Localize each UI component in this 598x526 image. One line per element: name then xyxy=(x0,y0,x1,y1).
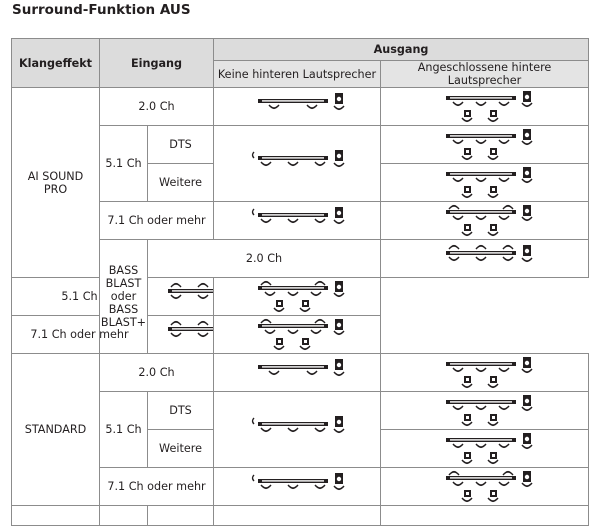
header-no-rear: Keine hinteren Lautsprecher xyxy=(214,61,381,88)
header-eingang: Eingang xyxy=(100,39,214,88)
input-2ch: 2.0 Ch xyxy=(148,240,381,278)
output-with-rear xyxy=(381,164,589,202)
output-with-rear xyxy=(214,316,381,354)
output-with-rear xyxy=(381,354,589,392)
speaker-setup-icon xyxy=(426,356,544,390)
input-dts: DTS xyxy=(148,392,214,430)
header-ausgang: Ausgang xyxy=(214,39,589,61)
speaker-setup-icon xyxy=(426,432,544,466)
speaker-setup-icon xyxy=(426,166,544,200)
speaker-setup-icon xyxy=(238,280,356,314)
group-bass-line1: BASS BLAST xyxy=(105,264,142,290)
output-no-rear xyxy=(148,316,214,354)
speaker-setup-icon xyxy=(238,413,356,447)
speaker-setup-icon xyxy=(238,204,356,238)
group-standard: STANDARD xyxy=(12,354,100,506)
speaker-setup-icon xyxy=(426,470,544,504)
speaker-setup-icon xyxy=(148,280,214,314)
speaker-setup-icon xyxy=(238,90,356,124)
speaker-setup-icon xyxy=(426,128,544,162)
output-with-rear xyxy=(381,126,589,164)
output-no-rear xyxy=(214,392,381,468)
output-no-rear xyxy=(214,354,381,392)
group-ai-sound-pro: AI SOUND PRO xyxy=(12,88,100,278)
output-with-rear xyxy=(381,468,589,506)
input-71ch: 7.1 Ch oder mehr xyxy=(12,316,148,354)
input-51ch: 5.1 Ch xyxy=(12,278,148,316)
input-71ch: 7.1 Ch oder mehr xyxy=(100,202,214,240)
output-no-rear xyxy=(214,88,381,126)
speaker-setup-icon xyxy=(426,90,544,124)
header-with-rear: Angeschlossene hintere Lautsprecher xyxy=(381,61,589,88)
input-weitere: Weitere xyxy=(148,430,214,468)
surround-table xyxy=(11,38,589,526)
speaker-setup-icon xyxy=(238,470,356,504)
input-dts: DTS xyxy=(148,126,214,164)
input-51ch: 5.1 Ch xyxy=(100,126,148,202)
output-no-rear xyxy=(214,468,381,506)
input-2ch: 2.0 Ch xyxy=(100,354,214,392)
speaker-setup-icon xyxy=(426,242,544,276)
speaker-setup-icon xyxy=(426,204,544,238)
output-no-rear xyxy=(148,278,214,316)
output-with-rear xyxy=(381,392,589,430)
output-no-rear xyxy=(214,202,381,240)
input-weitere: Weitere xyxy=(148,164,214,202)
input-2ch: 2.0 Ch xyxy=(100,88,214,126)
input-71ch: 7.1 Ch oder mehr xyxy=(100,468,214,506)
speaker-setup-icon xyxy=(238,318,356,352)
output-no-rear xyxy=(381,240,589,278)
input-51ch: 5.1 Ch xyxy=(100,392,148,468)
speaker-setup-icon xyxy=(148,318,214,352)
output-with-rear xyxy=(381,430,589,468)
output-with-rear xyxy=(381,202,589,240)
output-with-rear xyxy=(381,88,589,126)
group-bass-line2: oder xyxy=(110,290,137,303)
speaker-setup-icon xyxy=(426,394,544,428)
output-no-rear xyxy=(214,126,381,202)
output-with-rear xyxy=(214,278,381,316)
speaker-setup-icon xyxy=(238,147,356,181)
header-klangeffekt: Klangeffekt xyxy=(12,39,100,88)
page-title: Surround-Funktion AUS xyxy=(12,2,191,18)
speaker-setup-icon xyxy=(238,356,356,390)
group-bass-line3: BASS BLAST+ xyxy=(100,303,147,329)
